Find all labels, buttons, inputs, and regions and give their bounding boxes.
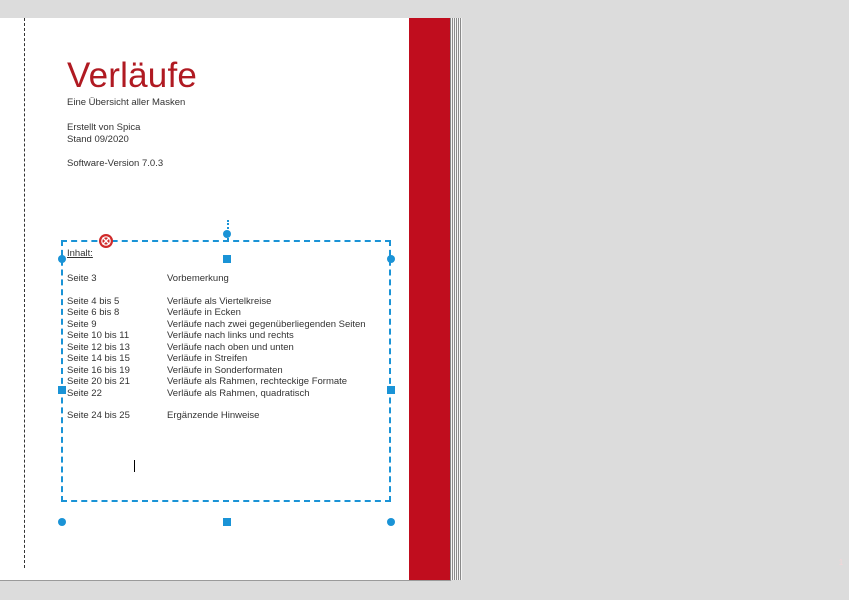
toc-entry[interactable] (67, 365, 366, 377)
toc-entry-label: Verläufe in Ecken (167, 307, 241, 318)
document-title[interactable]: Verläufe (67, 56, 198, 95)
page-number: 1 (838, 558, 844, 567)
resize-handle-top-left[interactable] (58, 255, 66, 263)
toc-entry[interactable] (67, 388, 366, 400)
toc-entry[interactable] (67, 410, 366, 422)
toc-entry-label: Verläufe in Streifen (167, 353, 248, 364)
toc-entry-pages: Seite 9 (67, 318, 97, 330)
decorative-red-stripe (409, 18, 844, 580)
toc-entry-label: Verläufe als Rahmen, rechteckige Formate (167, 376, 348, 387)
rotation-handle[interactable] (223, 230, 231, 238)
toc-entry[interactable] (67, 342, 366, 354)
margin-guide-line (24, 18, 25, 568)
toc-list (67, 273, 366, 422)
toc-entry-pages: Seite 10 bis 11 (67, 330, 130, 341)
toc-entry[interactable] (67, 353, 366, 365)
toc-entry[interactable] (67, 330, 366, 342)
resize-handle-top-center[interactable] (223, 255, 231, 263)
resize-handle-bottom-right[interactable] (387, 518, 395, 526)
toc-entry[interactable] (67, 273, 366, 285)
toc-entry-label: Verläufe nach links und rechts (167, 330, 294, 341)
toc-heading[interactable]: Inhalt: (67, 248, 93, 259)
resize-handle-bottom-center[interactable] (223, 518, 231, 526)
author-line[interactable]: Erstellt von Spica (67, 122, 141, 133)
toc-entry-pages: Seite 12 bis 13 (67, 341, 130, 353)
toc-entry-pages: Seite 6 bis 8 (67, 307, 120, 318)
toc-entry-label: Verläufe in Sonderformaten (167, 364, 283, 376)
toc-entry-pages: Seite 3 (67, 273, 97, 284)
toc-entry[interactable] (67, 296, 366, 308)
document-subtitle[interactable]: Eine Übersicht aller Masken (67, 97, 186, 108)
toc-entry-pages: Seite 4 bis 5 (67, 295, 120, 307)
resize-handle-middle-right[interactable] (387, 386, 395, 394)
text-cursor (134, 460, 135, 472)
toc-entry[interactable] (67, 307, 366, 319)
software-version-line[interactable]: Software-Version 7.0.3 (67, 158, 164, 169)
toc-entry-pages: Seite 14 bis 15 (67, 353, 130, 364)
toc-entry-label: Verläufe nach oben und unten (167, 341, 294, 353)
toc-entry-label: Vorbemerkung (167, 273, 229, 284)
version-date-line[interactable]: Stand 09/2020 (67, 134, 129, 145)
toc-entry[interactable] (67, 319, 366, 331)
toc-entry-label: Verläufe als Rahmen, quadratisch (167, 387, 310, 399)
toc-entry-pages: Seite 24 bis 25 (67, 410, 130, 421)
toc-entry-pages: Seite 22 (67, 387, 102, 399)
toc-entry-pages: Seite 20 bis 21 (67, 376, 130, 387)
toc-entry-label: Ergänzende Hinweise (167, 410, 260, 421)
resize-handle-bottom-left[interactable] (58, 518, 66, 526)
page-stack-edges (450, 18, 462, 580)
resize-handle-middle-left[interactable] (58, 386, 66, 394)
toc-entry-pages: Seite 16 bis 19 (67, 364, 130, 376)
toc-entry[interactable] (67, 376, 366, 388)
toc-entry-label: Verläufe als Viertelkreise (167, 295, 272, 307)
toc-entry-label: Verläufe nach zwei gegenüberliegenden Seiten (167, 318, 366, 330)
anchor-icon[interactable] (98, 233, 114, 249)
resize-handle-top-right[interactable] (387, 255, 395, 263)
